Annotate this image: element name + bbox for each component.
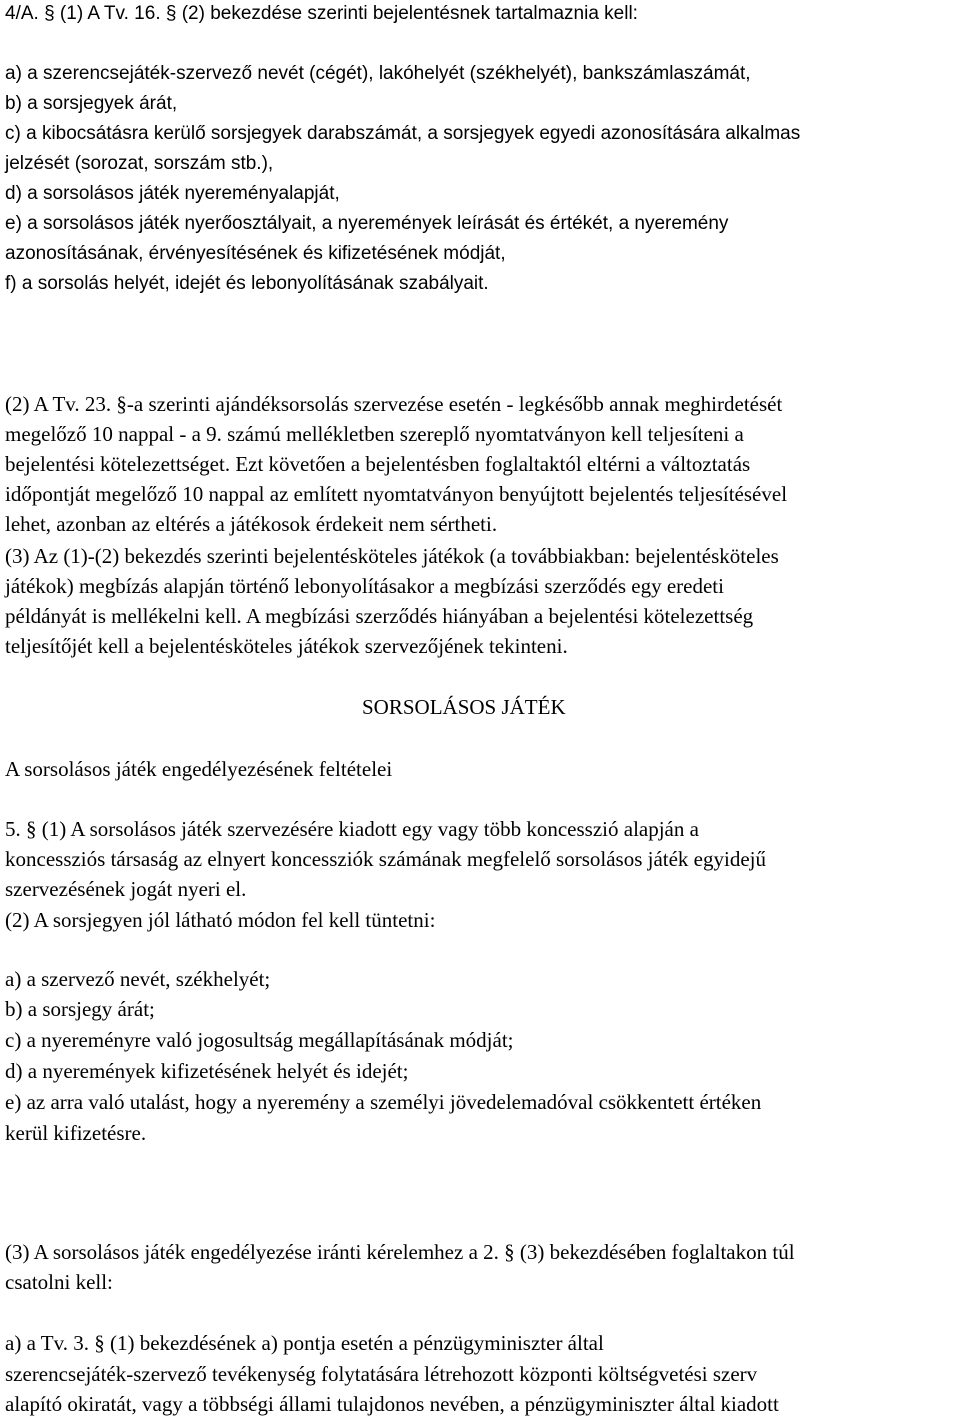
paragraph-line: csatolni kell: — [5, 1270, 113, 1294]
list-item: c) a nyereményre való jogosultság megállapításának módját; — [5, 1028, 514, 1052]
list-item: e) a sorsolásos játék nyerőosztályait, a nyeremények leírását és értékét, a nyeremény — [5, 213, 729, 234]
list-item: b) a sorsjegyek árát, — [5, 93, 178, 114]
paragraph-line: 5. § (1) A sorsolásos játék szervezésére kiadott egy vagy több koncesszió alapján a — [5, 817, 699, 841]
list-item: f) a sorsolás helyét, idejét és lebonyolításának szabályait. — [5, 273, 489, 294]
section-subheading: A sorsolásos játék engedélyezésének feltételei — [5, 757, 393, 781]
list-item: azonosításának, érvényesítésének és kifizetésének módját, — [5, 243, 506, 264]
paragraph-line: koncessziós társaság az elnyert koncessziók számának megfelelő sorsolásos játék egyidejű — [5, 847, 766, 871]
paragraph-line: példányát is mellékelni kell. A megbízási szerződés hiányában a bejelentési kötelezettség — [5, 604, 754, 628]
list-item: jelzését (sorozat, sorszám stb.), — [5, 153, 274, 174]
list-item: c) a kibocsátásra kerülő sorsjegyek darabszámát, a sorsjegyek egyedi azonosítására alkalmas — [5, 123, 801, 144]
list-item: kerül kifizetésre. — [5, 1121, 147, 1145]
paragraph-line: időpontját megelőző 10 nappal az említett nyomtatványon benyújtott bejelentés teljesítésével — [5, 482, 788, 506]
list-item: b) a sorsjegy árát; — [5, 997, 155, 1021]
paragraph-line: 4/A. § (1) A Tv. 16. § (2) bekezdése szerinti bejelentésnek tartalmaznia kell: — [5, 3, 638, 24]
paragraph-line: (3) A sorsolásos játék engedélyezése iránti kérelemhez a 2. § (3) bekezdésében foglaltakon túl — [5, 1240, 795, 1264]
paragraph-line: szervezésének jogát nyeri el. — [5, 877, 247, 901]
list-item: d) a sorsolásos játék nyereményalapját, — [5, 183, 340, 204]
paragraph-line: (2) A sorsjegyen jól látható módon fel kell tüntetni: — [5, 908, 436, 932]
paragraph-line: bejelentési kötelezettséget. Ezt követően a bejelentésben foglaltaktól eltérni a változtatás — [5, 452, 751, 476]
list-item: a) a Tv. 3. § (1) bekezdésének a) pontja esetén a pénzügyminiszter által — [5, 1331, 604, 1355]
list-item: d) a nyeremények kifizetésének helyét és idejét; — [5, 1059, 409, 1083]
section-heading: SORSOLÁSOS JÁTÉK — [362, 695, 566, 719]
paragraph-line: teljesítőjét kell a bejelentésköteles játékok szervezőjének tekinteni. — [5, 634, 568, 658]
paragraph-line: megelőző 10 nappal - a 9. számú mellékletben szereplő nyomtatványon kell teljesíteni a — [5, 422, 744, 446]
list-item: a) a szerencsejáték-szervező nevét (cégét), lakóhelyét (székhelyét), bankszámlaszámát, — [5, 63, 751, 84]
paragraph-line: (3) Az (1)-(2) bekezdés szerinti bejelentésköteles játékok (a továbbiakban: bejelentésköteles — [5, 544, 779, 568]
list-item: szerencsejáték-szervező tevékenység folytatására létrehozott központi költségvetési szerv — [5, 1362, 758, 1386]
paragraph-line: lehet, azonban az eltérés a játékosok érdekeit nem sértheti. — [5, 512, 498, 536]
list-item: e) az arra való utalást, hogy a nyeremény a személyi jövedelemadóval csökkentett értéken — [5, 1090, 762, 1114]
list-item: alapító okiratát, vagy a többségi állami tulajdonos nevében, a pénzügyminiszter által kiadott — [5, 1392, 779, 1416]
paragraph-line: játékok) megbízás alapján történő lebonyolításakor a megbízási szerződés egy eredeti — [5, 574, 724, 598]
list-item: a) a szervező nevét, székhelyét; — [5, 967, 271, 991]
paragraph-line: (2) A Tv. 23. §-a szerinti ajándéksorsolás szervezése esetén - legkésőbb annak meghirdetését — [5, 392, 783, 416]
